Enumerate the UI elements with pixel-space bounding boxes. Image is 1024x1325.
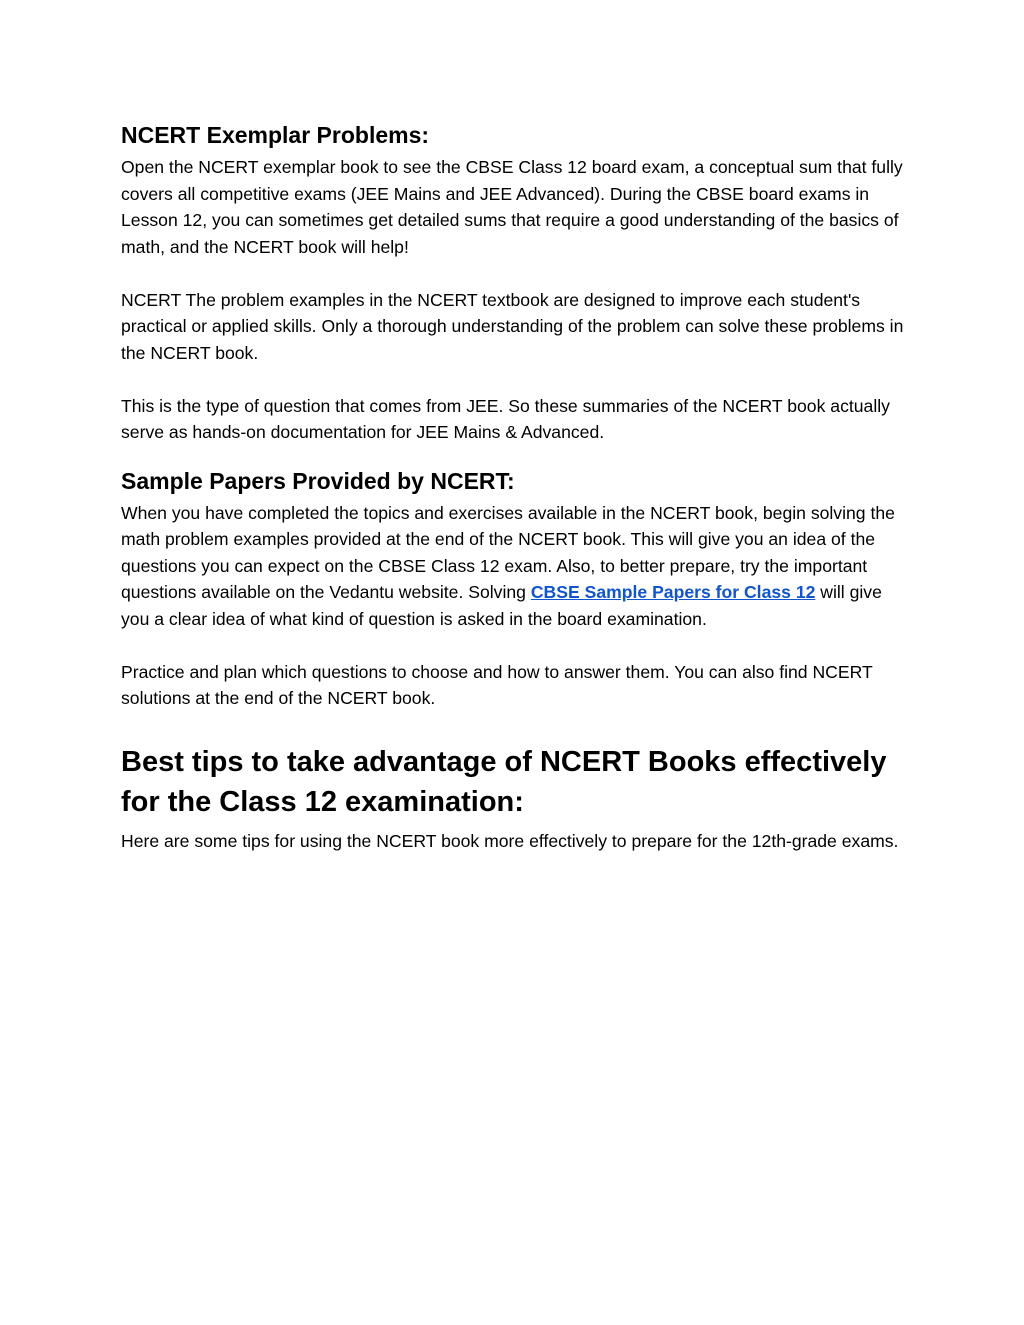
exemplar-heading: NCERT Exemplar Problems: [121, 122, 430, 148]
sample-papers-heading: Sample Papers Provided by NCERT: [121, 467, 515, 494]
best-tips-paragraph-1: Here are some tips for using the NCERT book more effectively to prepare for the 12th-grade exams. [121, 830, 899, 851]
best-tips-heading: Best tips to take advantage of NCERT Books effectively for the Class 12 examination: [121, 745, 887, 818]
sample-papers-paragraph-1 [121, 500, 911, 633]
sample-papers-text-before-link: When you have completed the topics and exercises available in the NCERT book, begin solving the math problem examples provided at the end of the NCERT book. This will give you an idea of the questions you can expect on the CBSE Class 12 exam. Also, to better prepare, try the important questions available on the Vedantu website. Solving [121, 502, 895, 602]
exemplar-paragraph-2: NCERT The problem examples in the NCERT textbook are designed to improve each student's practical or applied skills. Only a thorough understanding of the problem can solve these problems in the NCERT book. [121, 289, 904, 363]
exemplar-paragraph-1: Open the NCERT exemplar book to see the CBSE Class 12 board exam, a conceptual sum that fully covers all competitive exams (JEE Mains and JEE Advanced). During the CBSE board exams in Lesson 12, you can sometimes get detailed sums that require a good understanding of the basics of math, and the NCERT book will help! [121, 157, 903, 257]
exemplar-paragraph-3: This is the type of question that comes from JEE. So these summaries of the NCERT book actually serve as hands-on documentation for JEE Mains & Advanced. [121, 395, 890, 442]
document-page [121, 120, 911, 854]
sample-papers-paragraph-2: Practice and plan which questions to choose and how to answer them. You can also find NCERT solutions at the end of the NCERT book. [121, 661, 873, 708]
cbse-sample-papers-link[interactable]: CBSE Sample Papers for Class 12 [530, 582, 816, 602]
sample-papers-text-after-link: will give you a clear idea of what kind of question is asked in the board examination. [121, 582, 882, 629]
